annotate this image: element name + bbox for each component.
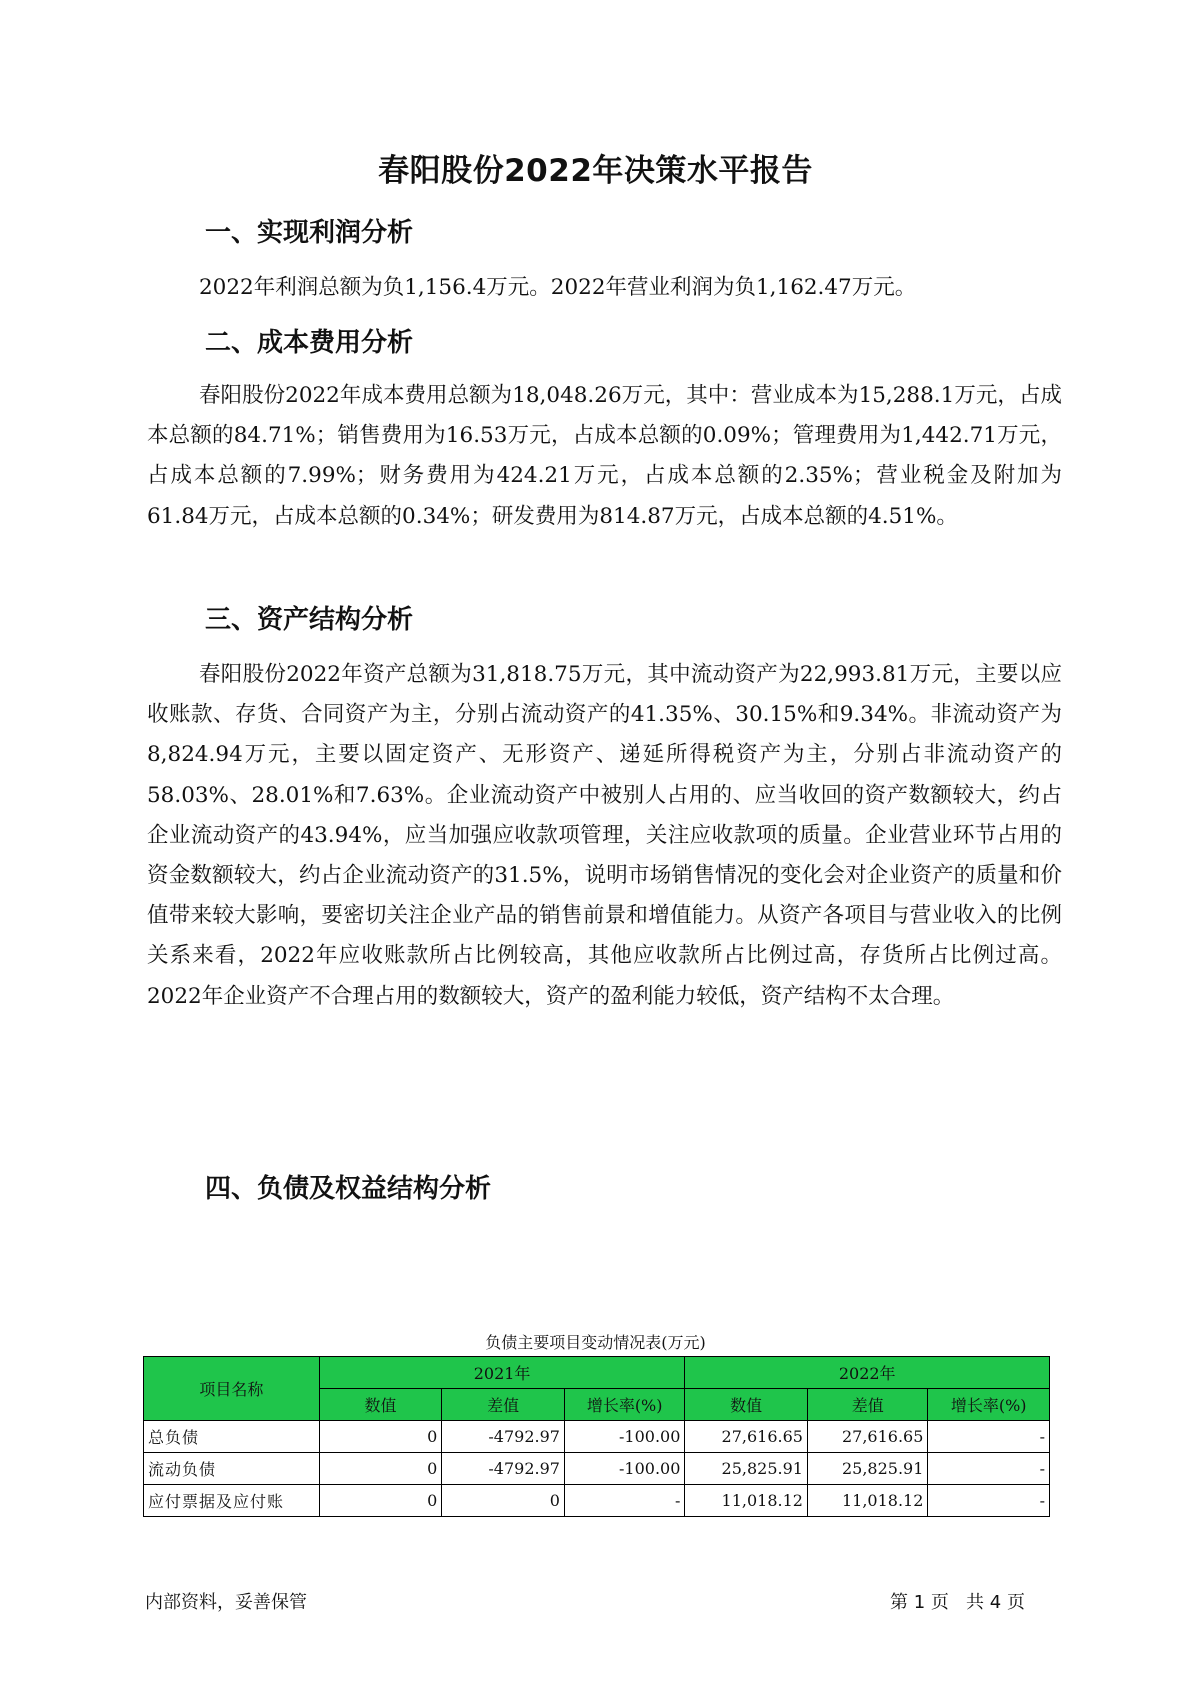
report-title: 春阳股份2022年决策水平报告 bbox=[378, 153, 813, 189]
cell-value: - bbox=[928, 1485, 1050, 1517]
cell-value: -4792.97 bbox=[442, 1421, 565, 1453]
cell-value: 0 bbox=[319, 1453, 442, 1485]
cell-value: 11,018.12 bbox=[807, 1485, 927, 1517]
cell-value: 27,616.65 bbox=[807, 1421, 927, 1453]
subheader-growth-2021: 增长率(%) bbox=[564, 1389, 684, 1421]
liabilities-table bbox=[143, 1356, 1050, 1517]
subheader-value-2021: 数值 bbox=[319, 1389, 442, 1421]
cell-value: - bbox=[928, 1453, 1050, 1485]
table-caption: 负债主要项目变动情况表(万元) bbox=[485, 1333, 706, 1352]
cell-value: 11,018.12 bbox=[685, 1485, 808, 1517]
cell-value: 0 bbox=[319, 1485, 442, 1517]
row-name: 流动负债 bbox=[144, 1453, 320, 1485]
subheader-diff-2021: 差值 bbox=[442, 1389, 565, 1421]
cell-value: 25,825.91 bbox=[807, 1453, 927, 1485]
cell-value: 0 bbox=[319, 1421, 442, 1453]
section-heading-assets: 三、资产结构分析 bbox=[205, 605, 414, 635]
row-name: 应付票据及应付账 bbox=[144, 1485, 320, 1517]
cell-value: 27,616.65 bbox=[685, 1421, 808, 1453]
row-name: 总负债 bbox=[144, 1421, 320, 1453]
subheader-value-2022: 数值 bbox=[685, 1389, 808, 1421]
section-heading-liabilities: 四、负债及权益结构分析 bbox=[205, 1174, 492, 1204]
cell-value: - bbox=[564, 1485, 684, 1517]
section-heading-profit: 一、实现利润分析 bbox=[205, 218, 414, 248]
section-heading-cost: 二、成本费用分析 bbox=[205, 328, 414, 358]
cell-value: -100.00 bbox=[564, 1421, 684, 1453]
table-row bbox=[144, 1485, 1050, 1517]
cell-value: - bbox=[928, 1421, 1050, 1453]
cell-value: -100.00 bbox=[564, 1453, 684, 1485]
section-text-assets: 春阳股份2022年资产总额为31,818.75万元，其中流动资产为22,993.81万元，主要以应收账款、存货、合同资产为主，分别占流动资产的41.35%、30.15%和9.34%。非流动资产为8,824.94万元，主要以固定资产、无形资产、递延所得税资产为主，分别占非流动资产的58.03%、28.01%和7.63%。企业流动资产中被别人占用的、应当收回的资产数额较大，约占企业流动资产的43.94%，应当加强应收款项管理，关注应收款项的质量。企业营业环节占用的资金数额较大，约占企业流动资产的31.5%，说明市场销售情况的变化会对企业资产的质量和价值带来较大影响，要密切关注企业产品的销售前景和增值能力。从资产各项目与营业收入的比例关系来看，2022年应收账款所占比例较高，其他应收款所占比例过高，存货所占比例过高。2022年企业资产不合理占用的数额较大，资产的盈利能力较低，资产结构不太合理。 bbox=[147, 662, 1062, 1009]
table-row bbox=[144, 1453, 1050, 1485]
cell-value: -4792.97 bbox=[442, 1453, 565, 1485]
subheader-diff-2022: 差值 bbox=[807, 1389, 927, 1421]
section-text-profit: 2022年利润总额为负1,156.4万元。2022年营业利润为负1,162.47万元。 bbox=[199, 275, 917, 300]
header-year-2021: 2021年 bbox=[319, 1357, 685, 1389]
cell-value: 25,825.91 bbox=[685, 1453, 808, 1485]
table-row bbox=[144, 1421, 1050, 1453]
header-year-2022: 2022年 bbox=[685, 1357, 1050, 1389]
section-text-cost: 春阳股份2022年成本费用总额为18,048.26万元，其中：营业成本为15,288.1万元，占成本总额的84.71%；销售费用为16.53万元，占成本总额的0.09%；管理费用为1,442.71万元，占成本总额的7.99%；财务费用为424.21万元，占成本总额的2.35%；营业税金及附加为61.84万元，占成本总额的0.34%；研发费用为814.87万元，占成本总额的4.51%。 bbox=[147, 383, 1062, 529]
cell-value: 0 bbox=[442, 1485, 565, 1517]
subheader-growth-2022: 增长率(%) bbox=[928, 1389, 1050, 1421]
header-item-name: 项目名称 bbox=[144, 1357, 320, 1421]
footer-confidential-note: 内部资料，妥善保管 bbox=[145, 1592, 307, 1613]
table-header-row bbox=[144, 1357, 1050, 1389]
footer-page-number: 第 1 页 共 4 页 bbox=[890, 1592, 1025, 1613]
